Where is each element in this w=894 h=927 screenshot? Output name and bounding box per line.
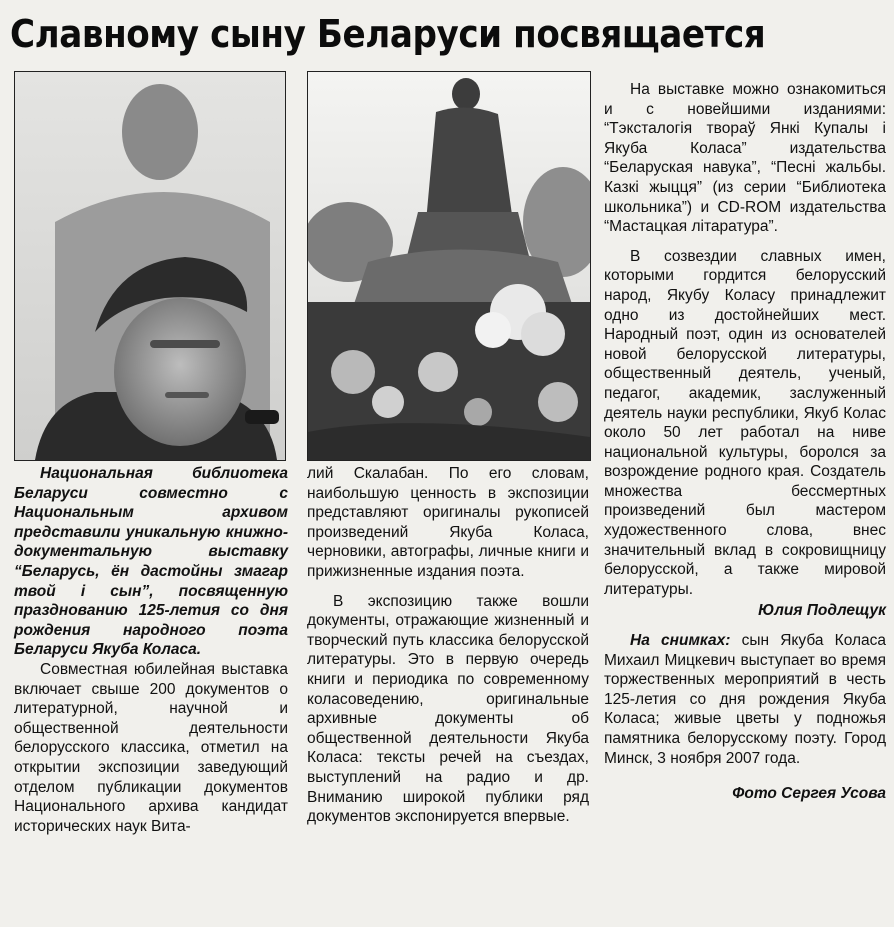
body-paragraph: лий Скалабан. По его словам, наибольшую ценность в экспозиции представляют оригиналы рукописей произведений Якуба Коласа, черновики, автографы, личные книги и прижизненные издания поэта. bbox=[307, 465, 589, 580]
body-paragraph: В созвездии славных имен, которыми гордится белорусский народ, Якубу Коласу принадлежит одно из достойнейших мест. Народный поэт, один из основателей новой белорусской литературы, общественный деятель, ученый, педагог, академик, заслуженный деятель науки республики, Якуб Колас около 50 лет работал на ниве национальной культуры, боролся за возрождение родного края. Создатель множества бессмертных произведений был мастером художественного слова, внес значительный вклад в сокровищницу белорусской, а также мировой литературы. bbox=[604, 247, 886, 598]
body-paragraph: В экспозицию также вошли документы, отражающие жизненный и творческий путь классика белорусской литературы. Это в первую очередь книги и периодика по современному коласоведению, оригинальные архивные документы об общественной деятельности Якуба Коласа: тексты речей на съездах, выступлений на радио и др. Вниманию широкой публики ряд документов экспонируется впервые. bbox=[307, 592, 589, 826]
portrait-image bbox=[15, 72, 285, 460]
photo-caption bbox=[604, 631, 886, 768]
caption-label: На снимках: bbox=[630, 632, 731, 650]
author-signature: Юлия Подлещук bbox=[758, 602, 886, 620]
article-headline: Славному сыну Беларуси посвящается bbox=[10, 12, 766, 56]
caption-text: сын Якуба Коласа Михаил Мицкевич выступает во время торжественных мероприятий в честь 125-летия со дня рождения Якуба Коласа; живые цветы у подножья памятника белорусскому поэту. Город Минск, 3 ноября 2007 года. bbox=[604, 632, 887, 767]
column-2 bbox=[307, 464, 589, 827]
body-paragraph: Совместная юбилейная выставка включает свыше 200 документов о литературной, научной и общественной деятельности белорусского классика, отметил на открытии экспозиции заведующий отделом публикации документов Национального архива кандидат исторических наук Вита- bbox=[14, 660, 288, 835]
column-3 bbox=[604, 80, 886, 804]
lead-paragraph: Национальная библиотека Беларуси совместно с Национальным архивом представили уникальную книжно-документальную выставку “Беларусь, ён дастойны змагар твой і сын”, посвященную празднованию 125-летия со дня рождения народного поэта Беларуси Якуба Коласа. bbox=[14, 465, 288, 659]
photo-monument bbox=[307, 71, 591, 461]
column-1 bbox=[14, 464, 288, 836]
body-paragraph: На выставке можно ознакомиться и с новейшими изданиями: “Тэксталогія твораў Янкі Купалы і Якуба Коласа” издательства “Беларуская навука”, “Песні жальбы. Казкі жыцця” (из серии “Библиотека школьника”) и CD-ROM издательства “Мастацкая літаратура”. bbox=[604, 81, 886, 236]
photo-credit: Фото Сергея Усова bbox=[732, 785, 886, 803]
photo-son-of-kolas bbox=[14, 71, 286, 461]
monument-image bbox=[308, 72, 590, 460]
